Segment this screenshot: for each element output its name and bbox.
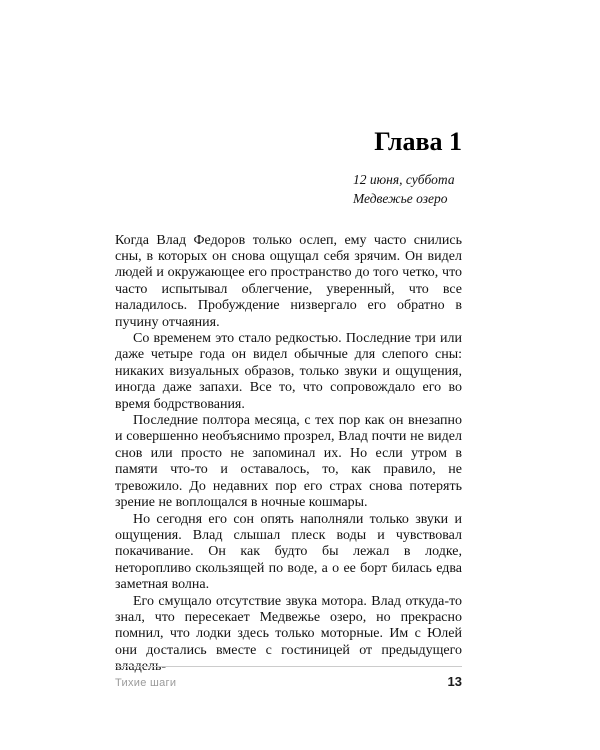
running-book-title: Тихие шаги	[115, 677, 177, 689]
paragraph: Со временем это стало редкостью. Последние три или даже четыре года он видел обычные для слепого сны: никаких визуальных образов, только звуки и ощущения, иногда даже запахи. Все то, что сопровождало его во время бодрствования.	[115, 331, 462, 412]
chapter-epigraph	[353, 170, 462, 208]
paragraph: Его смущало отсутствие звука мотора. Влад откуда-то знал, что пересекает Медвежье озеро, но прекрасно помнил, что лодки здесь только моторные. Им с Юлей они достались вместе с гостиницей от предыдущего владель-	[115, 593, 462, 675]
paragraph: Когда Влад Федоров только ослеп, ему часто снились сны, в которых он снова ощущал себя зрячим. Он видел людей и окружающее его пространство до того четко, что часто испытывал облегчение, уверенный, что все наладилось. Пробуждение низвергало его обратно в пучину отчаяния.	[115, 232, 462, 330]
epigraph-location: Медвежье озеро	[353, 190, 448, 206]
epigraph-date: 12 июня, суббота	[353, 171, 455, 187]
page-number: 13	[447, 674, 462, 689]
paragraph: Последние полтора месяца, с тех пор как он внезапно и совершенно необъяснимо прозрел, Влад почти не видел снов или просто не запоминал их. Но если утром в памяти что-то и оставалось, то, как правило, не тревожило. До недавних пор его страх снова потерять зрение не воплощался в ночные кошмары.	[115, 413, 462, 511]
body-text	[115, 233, 462, 676]
paragraph: Но сегодня его сон опять наполняли только звуки и ощущения. Влад слышал плеск воды и чувствовал покачивание. Он как будто бы лежал в лодке, неторопливо скользящей по воде, а о ее борт билась едва заметная волна.	[115, 511, 462, 593]
chapter-title: Глава 1	[374, 127, 462, 156]
page-footer	[115, 666, 462, 689]
page-content	[115, 0, 462, 676]
